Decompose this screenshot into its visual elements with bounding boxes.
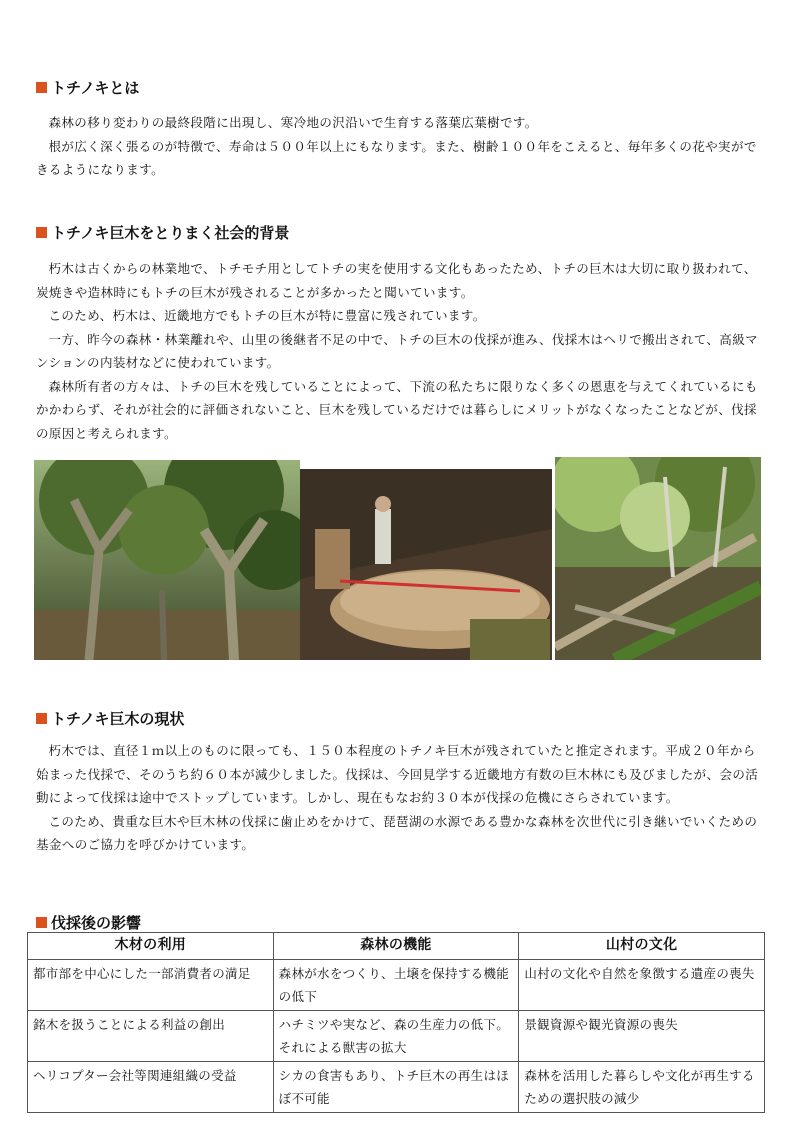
table-row bbox=[28, 1062, 765, 1113]
heading-text: トチノキ巨木の現状 bbox=[51, 710, 185, 728]
paragraph: 朽木では、直径１ｍ以上のものに限っても、１５０本程度のトチノキ巨木が残されていたと推定されます。平成２０年から始まった伐採で、そのうち約６０本が減少しました。伐採は、今回見学する近畿地方有数の巨木林にも及びましたが、会の活動によって伐採は途中でストップしています。しかし、現在もなお約３０本が伐採の危機にさらされています。 bbox=[36, 743, 759, 805]
table-row bbox=[28, 960, 765, 1011]
heading-text: 伐採後の影響 bbox=[51, 914, 142, 932]
table-cell: 森林が水をつくり、土壌を保持する機能の低下 bbox=[273, 960, 519, 1011]
table-row bbox=[28, 1011, 765, 1062]
column-header: 山村の文化 bbox=[519, 933, 765, 960]
section-heading-tochinoki bbox=[36, 77, 139, 98]
square-bullet-icon bbox=[36, 227, 47, 238]
section-body-background bbox=[36, 257, 766, 445]
paragraph: このため、朽木は、近畿地方でもトチの巨木が特に豊富に残されています。 bbox=[48, 308, 486, 323]
square-bullet-icon bbox=[36, 82, 47, 93]
column-header: 木材の利用 bbox=[28, 933, 274, 960]
paragraph: 森林所有者の方々は、トチの巨木を残していることによって、下流の私たちに限りなく多くの恩恵を与えてくれているにもかかわらず、それが社会的に評価されないこと、巨木を残しているだけでは暮らしにメリットがなくなったことなどが、伐採の原因と考えられます。 bbox=[36, 378, 758, 441]
table-cell: 都市部を中心にした一部消費者の満足 bbox=[28, 960, 274, 1011]
square-bullet-icon bbox=[36, 713, 47, 724]
square-bullet-icon bbox=[36, 917, 47, 928]
heading-text: トチノキ巨木をとりまく社会的背景 bbox=[51, 224, 290, 242]
forest-trees-photo bbox=[34, 460, 300, 660]
impact-table bbox=[27, 932, 765, 1113]
table-cell: 景観資源や観光資源の喪失 bbox=[519, 1011, 765, 1062]
paragraph: 一方、昨今の森林・林業離れや、山里の後継者不足の中で、トチの巨木の伐採が進み、伐採木はヘリで搬出されて、高級マンションの内装材などに使われています。 bbox=[36, 331, 759, 370]
table-cell: 森林を活用した暮らしや文化が再生するための選択肢の減少 bbox=[519, 1062, 765, 1113]
heading-text: トチノキとは bbox=[51, 79, 140, 97]
table-cell: 銘木を扱うことによる利益の創出 bbox=[28, 1011, 274, 1062]
table-header-row bbox=[28, 933, 765, 960]
section-heading-background bbox=[36, 222, 289, 243]
paragraph: 朽木は古くからの林業地で、トチモチ用としてトチの実を使用する文化もあったため、トチの巨木は大切に取り扱われて、炭焼きや造林時にもトチの巨木が残されることが多かったと聞いています。 bbox=[36, 261, 757, 300]
section-heading-status bbox=[36, 708, 184, 729]
paragraph: 森林の移り変わりの最終段階に出現し、寒冷地の沢沿いで生育する落葉広葉樹です。 bbox=[48, 115, 538, 130]
stump-photo bbox=[300, 469, 552, 660]
section-body-status bbox=[36, 739, 766, 857]
section-heading-impact bbox=[36, 912, 141, 933]
table-cell: ハチミツや実など、森の生産力の低下。それによる獣害の拡大 bbox=[273, 1011, 519, 1062]
fallen-logs-photo bbox=[555, 457, 761, 660]
column-header: 森林の機能 bbox=[273, 933, 519, 960]
table-cell: 山村の文化や自然を象徴する遺産の喪失 bbox=[519, 960, 765, 1011]
section-body-tochinoki bbox=[36, 111, 766, 182]
paragraph: 根が広く深く張るのが特徴で、寿命は５００年以上にもなります。また、樹齢１００年をこえると、毎年多くの花や実ができるようになります。 bbox=[36, 138, 757, 177]
table-cell: ヘリコプター会社等関連組織の受益 bbox=[28, 1062, 274, 1113]
paragraph: このため、貴重な巨木や巨木林の伐採に歯止めをかけて、琵琶湖の水源である豊かな森林を次世代に引き継いでいくための基金へのご協力を呼びかけています。 bbox=[36, 813, 758, 852]
table-cell: シカの食害もあり、トチ巨木の再生はほぼ不可能 bbox=[273, 1062, 519, 1113]
